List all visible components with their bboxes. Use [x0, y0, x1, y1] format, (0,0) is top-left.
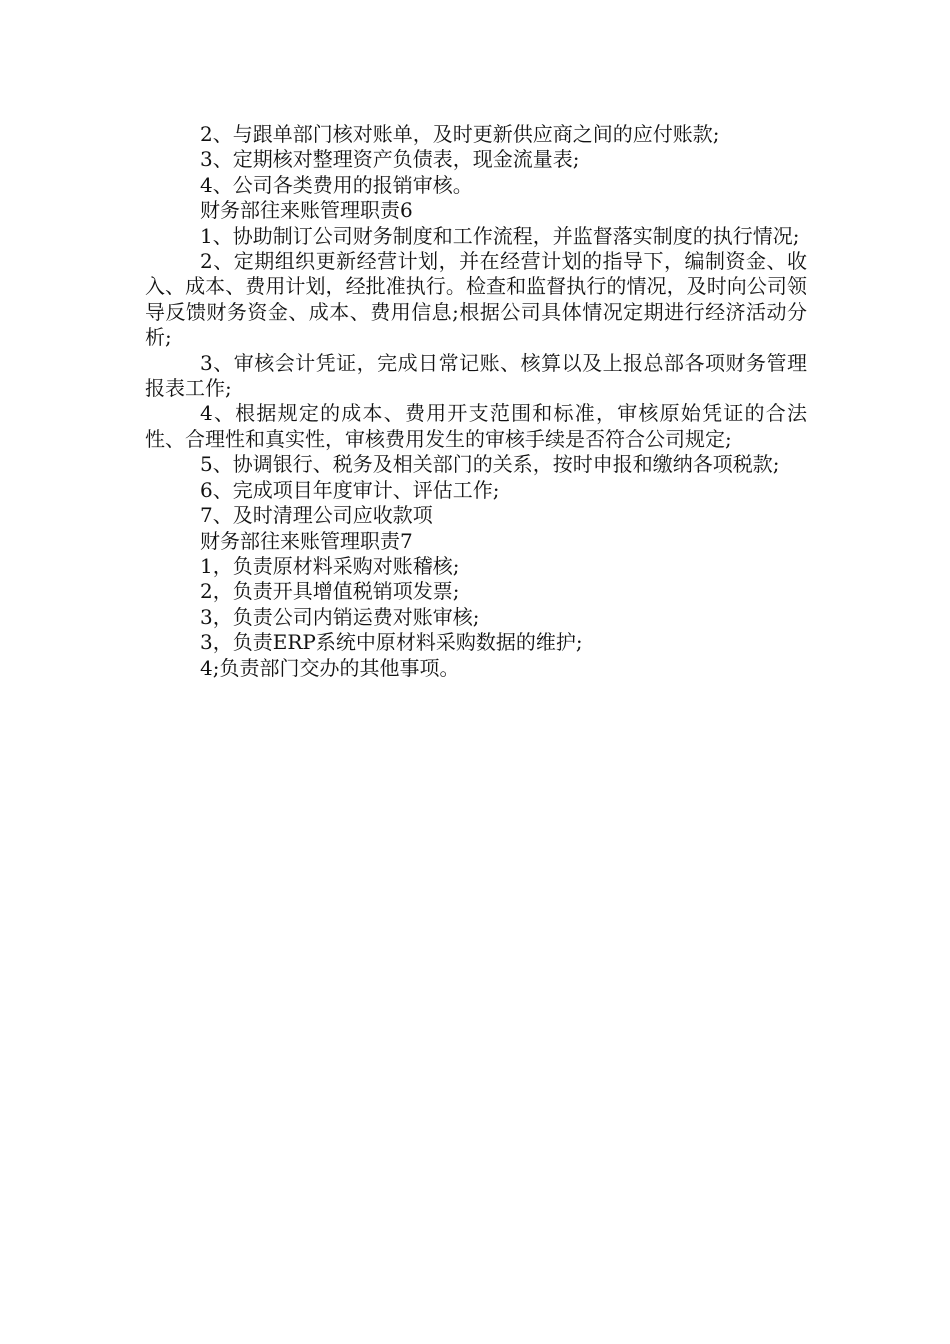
paragraph-1: 2、与跟单部门核对账单，及时更新供应商之间的应付账款;: [200, 122, 720, 146]
paragraph-11: 1，负责原材料采购对账稽核;: [200, 553, 460, 578]
paragraph-15: 4;负责部门交办的其他事项。: [200, 655, 460, 680]
paragraph-12: 2，负责开具增值税销项发票;: [200, 579, 460, 604]
paragraph-6: 3、审核会计凭证，完成日常记账、核算以及上报总部各项财务管理报表工作;: [145, 350, 807, 401]
paragraph-3: 4、公司各类费用的报销审核。: [200, 172, 473, 197]
paragraph-13: 3，负责公司内销运费对账审核;: [200, 604, 480, 629]
section-heading-7: 财务部往来账管理职责7: [200, 528, 413, 553]
paragraph-8: 5、协调银行、税务及相关部门的关系，按时申报和缴纳各项税款;: [200, 452, 780, 477]
paragraph-14: 3，负责ERP系统中原材料采购数据的维护;: [200, 630, 583, 655]
document-body: [145, 122, 807, 681]
paragraph-9: 6、完成项目年度审计、评估工作;: [200, 477, 500, 502]
paragraph-7: 4、根据规定的成本、费用开支范围和标准，审核原始凭证的合法性、合理性和真实性，审核费用发生的审核手续是否符合公司规定;: [145, 401, 807, 451]
section-heading-6: 财务部往来账管理职责6: [200, 198, 413, 223]
paragraph-5: 2、定期组织更新经营计划，并在经营计划的指导下，编制资金、收入、成本、费用计划，经批准执行。检查和监督执行的情况，及时向公司领导反馈财务资金、成本、费用信息;根据公司具体情况定期进行经济活动分析;: [145, 249, 807, 350]
paragraph-10: 7、及时清理公司应收款项: [200, 503, 433, 528]
paragraph-4: 1、协助制订公司财务制度和工作流程，并监督落实制度的执行情况;: [200, 223, 800, 248]
paragraph-2: 3、定期核对整理资产负债表，现金流量表;: [200, 147, 580, 172]
